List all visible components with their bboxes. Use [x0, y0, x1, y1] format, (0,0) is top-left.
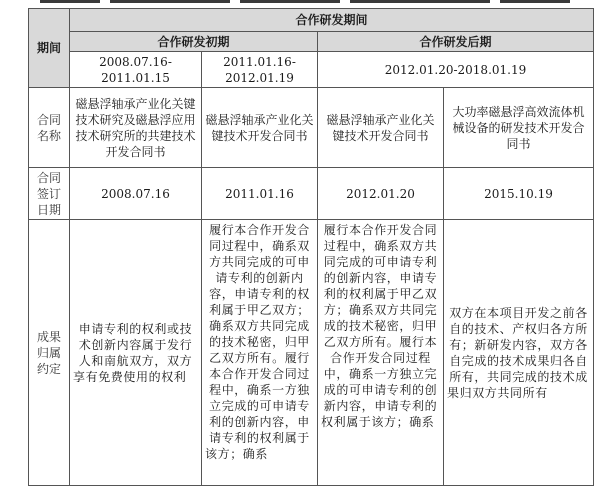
contract-name-cell: 磁悬浮轴承产业化关键技术开发合同书: [318, 88, 444, 168]
clipped-previous-text: [0, 0, 600, 6]
ownership-cell: 申请专利的权利或技术创新内容属于发行人和南航双方，双方享有免费使用的权利: [70, 220, 202, 486]
ownership-label: 成果归属约定: [29, 220, 70, 486]
early-stage-header: 合作研发初期: [70, 32, 318, 52]
sign-date-cell: 2012.01.20: [318, 168, 444, 220]
late-stage-header: 合作研发后期: [318, 32, 594, 52]
sign-date-cell: 2011.01.16: [202, 168, 318, 220]
period-header: 期间: [29, 9, 70, 88]
sign-date-cell: 2008.07.16: [70, 168, 202, 220]
date-range-cell: 2008.07.16-2011.01.15: [70, 52, 202, 88]
ownership-cell: 履行本合作开发合同过程中，确系双方共同完成的可申请专利的创新内容，申请专利的权利属于甲乙双方；确系双方共同完成的技术秘密，归甲乙双方所有。履行本合作开发合同过程中，确系一方独立完成的可申请专利的创新内容，申请专利的权利属于该方；确系: [202, 220, 318, 486]
cooperation-table: [28, 8, 594, 486]
contract-name-cell: 磁悬浮轴承产业化关键技术开发合同书: [202, 88, 318, 168]
ownership-cell: 双方在本项目开发之前各自的技术、产权归各方所有；新研发内容，双方各自完成的技术成果归各自所有，共同完成的技术成果归双方共同所有: [444, 220, 594, 486]
contract-name-label: 合同名称: [29, 88, 70, 168]
sign-date-label: 合同签订日期: [29, 168, 70, 220]
cooperation-period-header: 合作研发期间: [70, 9, 594, 32]
contract-name-cell: 磁悬浮轴承产业化关键技术研究及磁悬浮应用技术研究所的共建技术开发合同书: [70, 88, 202, 168]
sign-date-cell: 2015.10.19: [444, 168, 594, 220]
date-range-cell: 2012.01.20-2018.01.19: [318, 52, 594, 88]
ownership-cell: 履行本合作开发合同过程中，确系双方共同完成的可申请专利的创新内容，申请专利的权利属于甲乙双方；确系双方共同完成的技术秘密，归甲乙双方所有。履行本合作开发合同过程中，确系一方独立完成的可申请专利的创新内容，申请专利的权利属于该方；确系: [318, 220, 444, 486]
date-range-cell: 2011.01.16-2012.01.19: [202, 52, 318, 88]
contract-name-cell: 大功率磁悬浮高效流体机械设备的研发技术开发合同书: [444, 88, 594, 168]
